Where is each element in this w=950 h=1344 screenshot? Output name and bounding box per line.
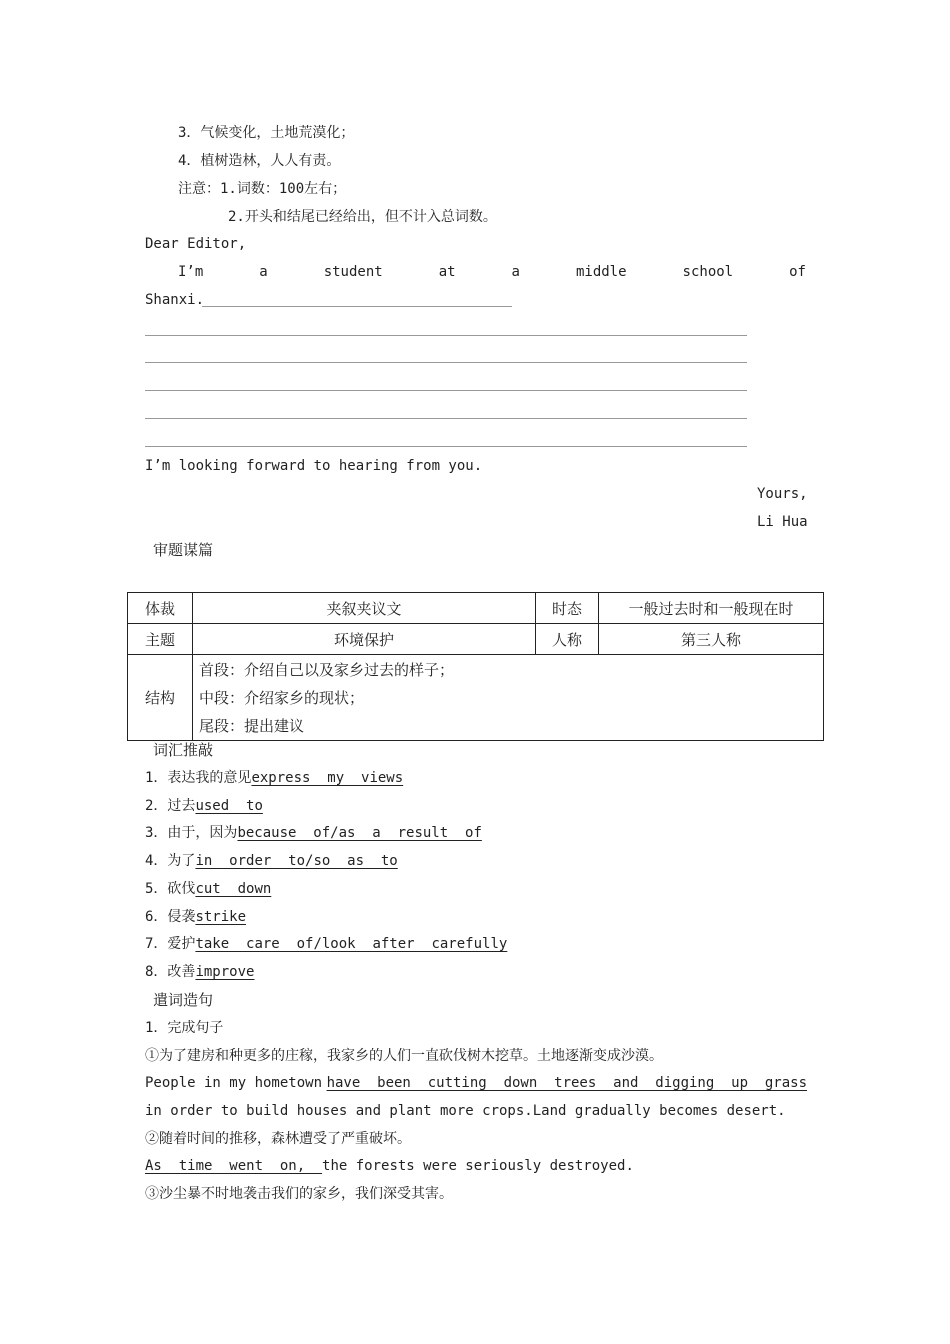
tense-label: 时态 bbox=[536, 593, 599, 624]
vocab-en: strike bbox=[195, 909, 247, 925]
sentence-1-prefix: People in my hometown bbox=[145, 1075, 323, 1091]
vocab-cn: 7．爱护 bbox=[145, 936, 196, 952]
vocab-item bbox=[145, 879, 271, 899]
answer-line bbox=[145, 362, 747, 363]
sentence-3-cn: ③沙尘暴不时地袭击我们的家乡，我们深受其害。 bbox=[145, 1186, 453, 1202]
vocab-en: because of/as a result of bbox=[237, 825, 482, 841]
note-2: 2.开头和结尾已经给出，但不计入总词数。 bbox=[228, 209, 497, 225]
structure-line: 尾段：提出建议 bbox=[199, 716, 305, 735]
tense-value: 一般过去时和一般现在时 bbox=[599, 593, 824, 624]
sentence-1-en bbox=[145, 1073, 807, 1093]
theme-value: 环境保护 bbox=[193, 624, 536, 655]
intro-word: at bbox=[438, 264, 456, 280]
vocab-cn: 4．为了 bbox=[145, 853, 196, 869]
vocab-en: used to bbox=[195, 798, 263, 814]
intro-word: middle bbox=[575, 264, 627, 280]
structure-cell bbox=[193, 655, 824, 741]
vocab-item bbox=[145, 907, 246, 927]
sentence-2-rest: the forests were seriously destroyed. bbox=[322, 1158, 634, 1174]
intro-word: student bbox=[323, 264, 383, 280]
genre-label: 体裁 bbox=[128, 593, 193, 624]
vocab-cn: 2．过去 bbox=[145, 798, 196, 814]
answer-line bbox=[145, 446, 747, 447]
vocab-en: express my views bbox=[251, 770, 404, 786]
planning-heading: 审题谋篇 bbox=[153, 541, 214, 559]
intro-continuation: Shanxi. bbox=[145, 292, 205, 308]
sentence-1-answer: have been cutting down trees and digging up grass bbox=[326, 1075, 807, 1091]
answer-line bbox=[202, 306, 512, 307]
vocab-cn: 6．侵袭 bbox=[145, 909, 196, 925]
intro-word: of bbox=[789, 264, 806, 280]
sentence-1-continuation: in order to build houses and plant more crops.Land gradually becomes desert. bbox=[145, 1103, 786, 1119]
note-1: 注意：1.词数：100左右； bbox=[178, 181, 347, 197]
sentence-2-en bbox=[145, 1156, 634, 1176]
structure-label: 结构 bbox=[128, 655, 193, 741]
vocab-item bbox=[145, 823, 482, 843]
sentence-2-answer: As time went on, bbox=[145, 1158, 323, 1174]
planning-table bbox=[127, 592, 824, 741]
sentence-2-cn: ②随着时间的推移，森林遭受了严重破坏。 bbox=[145, 1131, 411, 1147]
sentences-task: 1．完成句子 bbox=[145, 1020, 224, 1036]
vocab-cn: 8．改善 bbox=[145, 964, 196, 980]
intro-word: a bbox=[259, 264, 268, 280]
letter-signoff: Yours, bbox=[757, 486, 808, 502]
intro-word: I’m bbox=[178, 264, 204, 280]
vocab-item bbox=[145, 962, 254, 982]
answer-line bbox=[145, 418, 747, 419]
genre-value: 夹叙夹议文 bbox=[193, 593, 536, 624]
structure-line: 中段：介绍家乡的现状； bbox=[199, 688, 365, 707]
requirement-3: 3．气候变化，土地荒漠化； bbox=[178, 125, 355, 141]
letter-closing: I’m looking forward to hearing from you. bbox=[145, 458, 483, 474]
vocab-cn: 1．表达我的意见 bbox=[145, 770, 252, 786]
letter-intro bbox=[178, 262, 806, 282]
theme-label: 主题 bbox=[128, 624, 193, 655]
vocab-cn: 5．砍伐 bbox=[145, 881, 196, 897]
vocab-heading: 词汇推敲 bbox=[153, 741, 214, 759]
answer-line bbox=[145, 335, 747, 336]
vocab-item bbox=[145, 934, 507, 954]
sentences-heading: 遣词造句 bbox=[153, 991, 214, 1009]
vocab-en: in order to/so as to bbox=[195, 853, 398, 869]
letter-greeting: Dear Editor, bbox=[145, 236, 247, 252]
vocab-en: improve bbox=[195, 964, 255, 980]
vocab-item bbox=[145, 851, 398, 871]
person-value: 第三人称 bbox=[599, 624, 824, 655]
sentence-1-cn: ①为了建房和种更多的庄稼，我家乡的人们一直砍伐树木挖草。土地逐渐变成沙漠。 bbox=[145, 1048, 663, 1064]
vocab-cn: 3．由于，因为 bbox=[145, 825, 238, 841]
vocab-en: cut down bbox=[195, 881, 272, 897]
intro-word: school bbox=[682, 264, 734, 280]
structure-line: 首段：介绍自己以及家乡过去的样子； bbox=[199, 660, 455, 679]
vocab-item bbox=[145, 796, 263, 816]
answer-line bbox=[145, 390, 747, 391]
letter-signature: Li Hua bbox=[757, 514, 808, 530]
person-label: 人称 bbox=[536, 624, 599, 655]
vocab-en: take care of/look after carefully bbox=[195, 936, 508, 952]
requirement-4: 4．植树造林，人人有责。 bbox=[178, 153, 341, 169]
vocab-item bbox=[145, 768, 403, 788]
intro-word: a bbox=[511, 264, 520, 280]
